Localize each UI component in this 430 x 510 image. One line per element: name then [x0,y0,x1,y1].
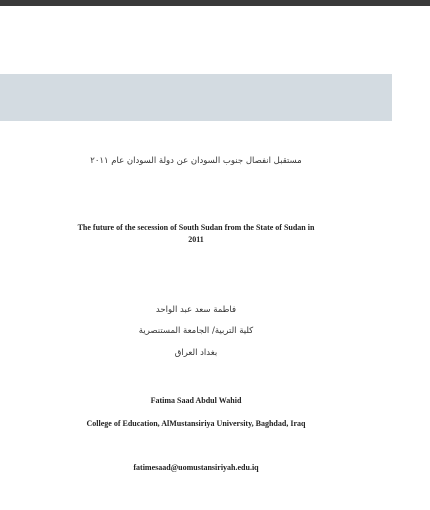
arabic-author: فاطمة سعد عبد الواحد [155,305,237,315]
arabic-title: مستقبل انفصال جنوب السودان عن دولة السودان عام ٢٠١١ [90,156,302,166]
english-author: Fatima Saad Abdul Wahid [150,396,242,405]
english-title-line1: The future of the secession of South Sudan from the State of Sudan in [77,223,315,232]
arabic-affiliation: كلية التربية/ الجامعة المستنصرية [138,326,254,336]
english-title-line2: 2011 [188,235,204,244]
author-email: fatimesaad@uomustansiriyah.edu.iq [133,463,259,472]
top-border [0,0,430,6]
header-band [0,74,392,121]
english-title [0,222,392,246]
english-affiliation: College of Education, AlMustansiriya University, Baghdad, Iraq [86,419,306,428]
arabic-city: بغداد العراق [174,348,218,358]
